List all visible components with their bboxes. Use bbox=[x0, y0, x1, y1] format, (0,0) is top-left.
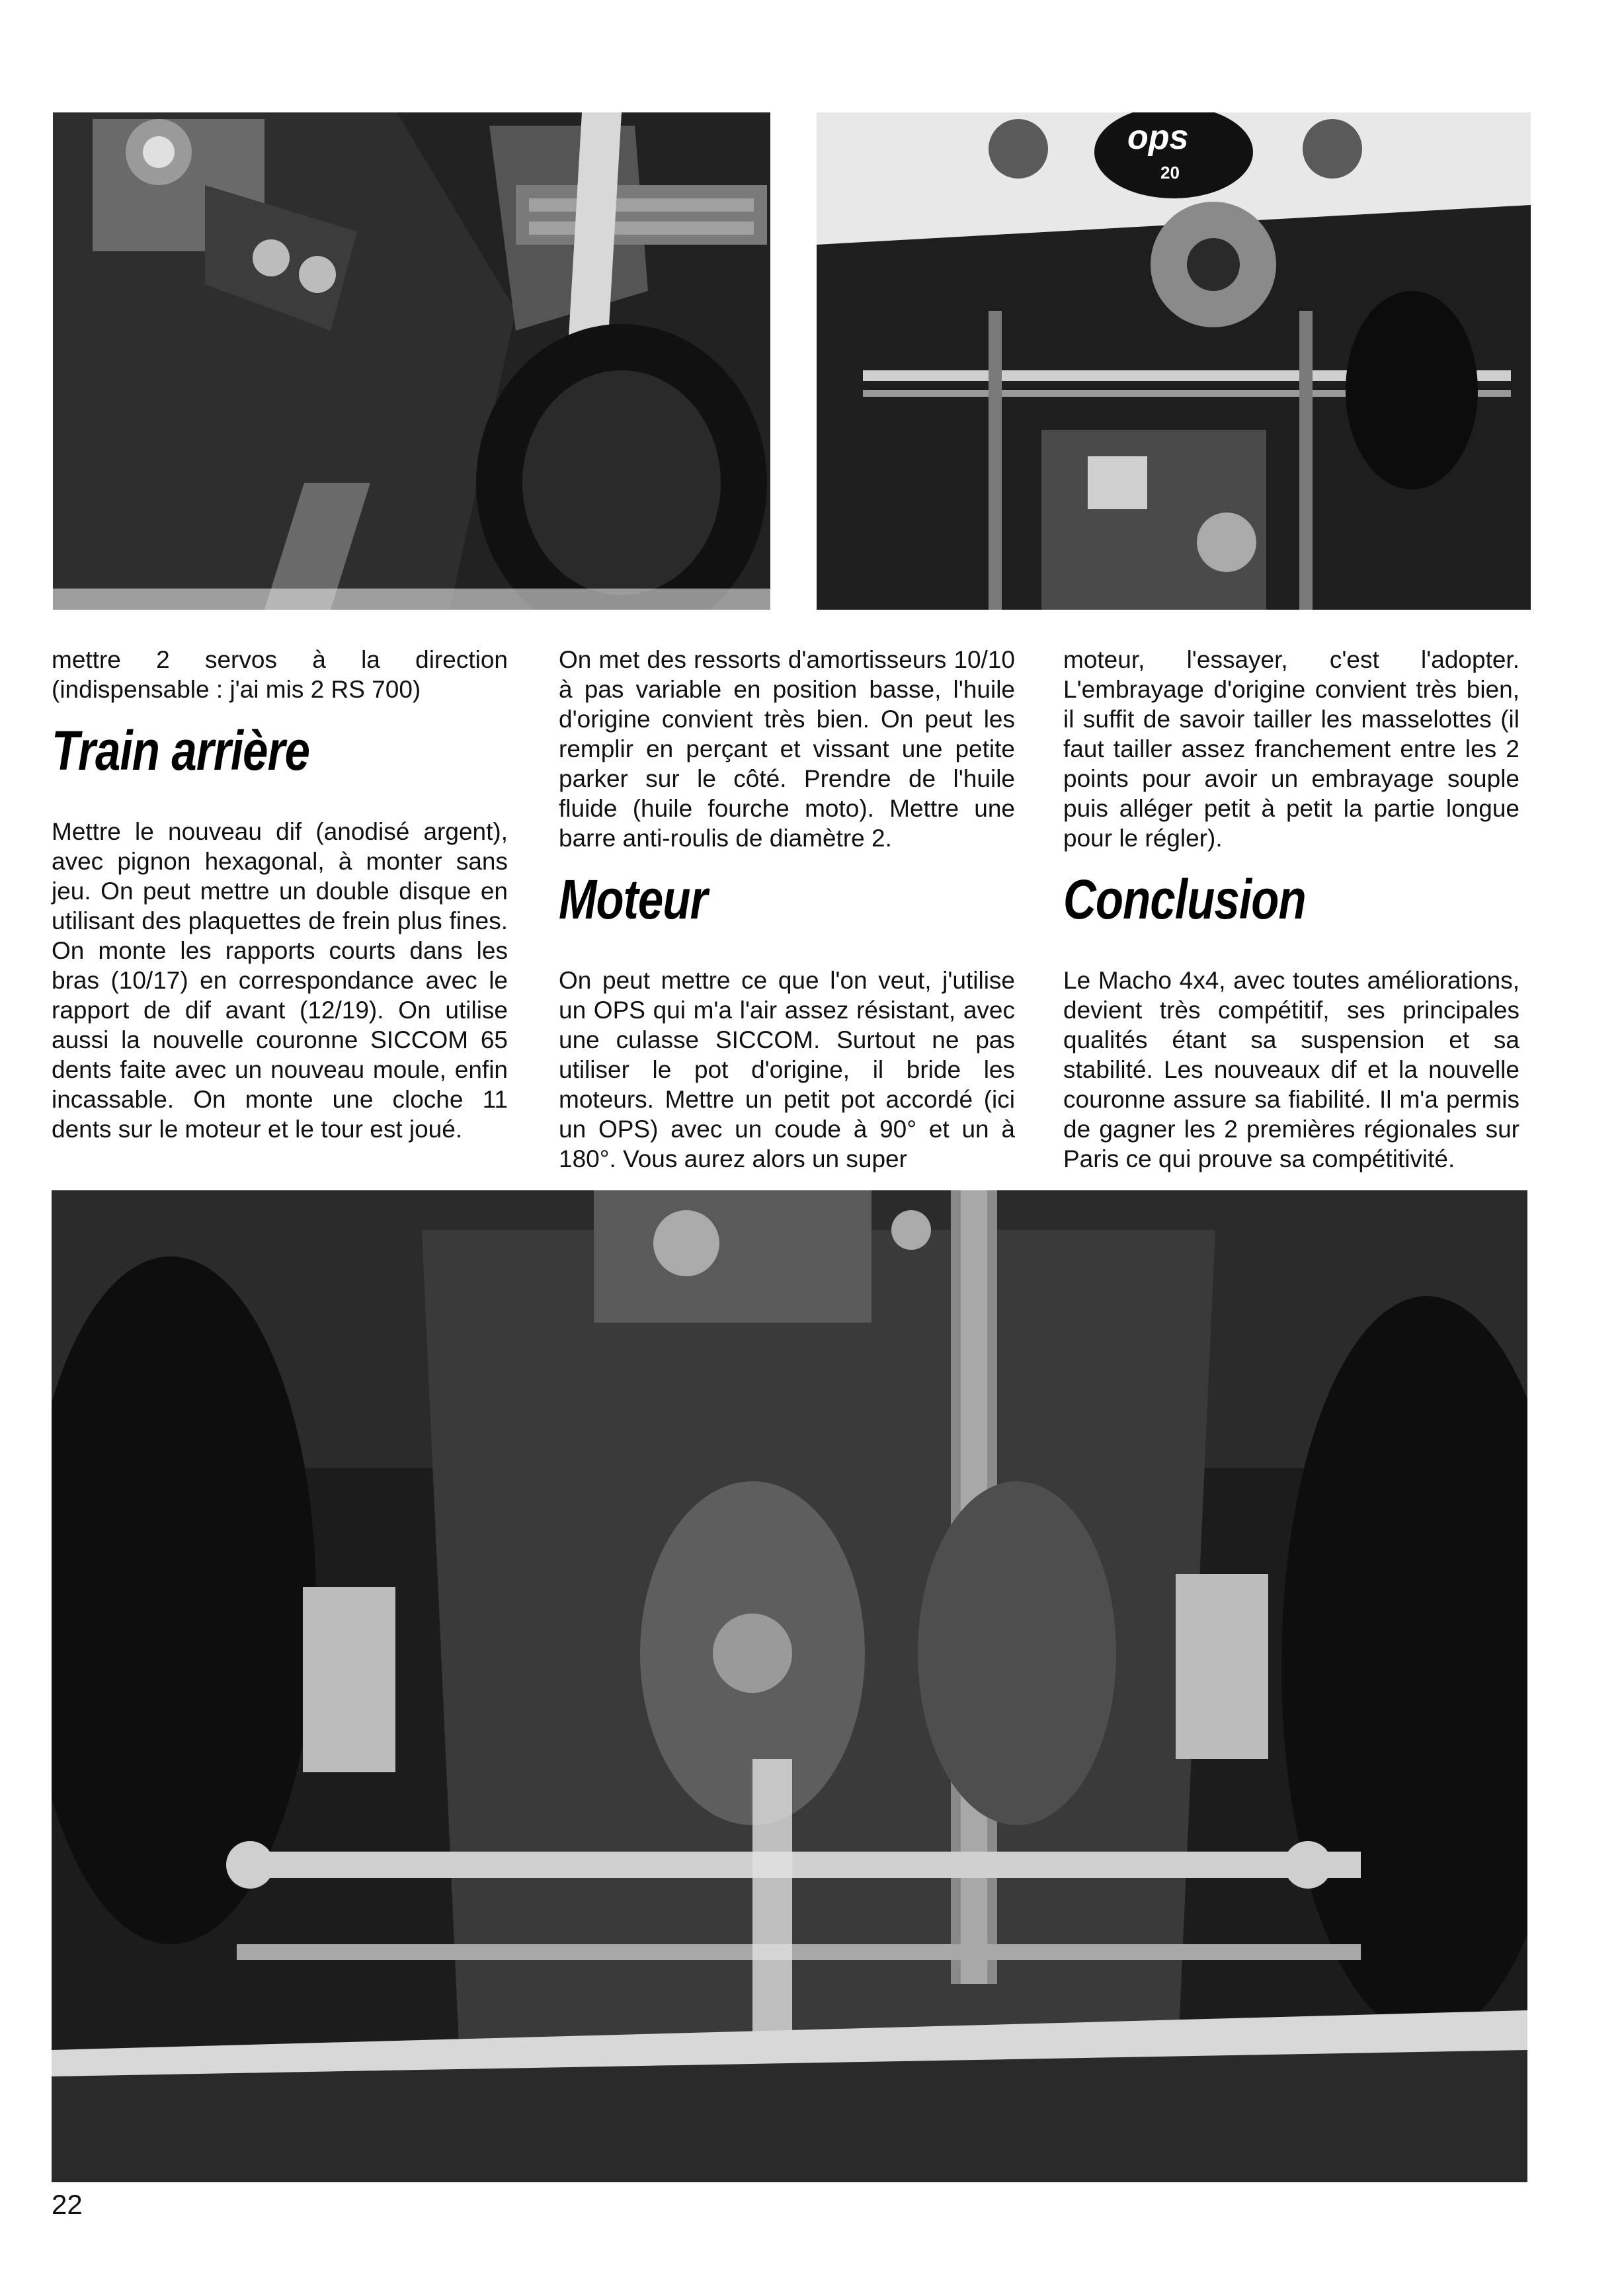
column-2-intro: On met des ressorts d'amortisseurs 10/10 à pas variable en position basse, l'huile d'origine convient très bien. On peut les remplir en perçant et vissant une petite parker sur le côté. Prendre de l'huile fluide (huile fourche moto). Mettre une barre anti-roulis de diamètre 2. bbox=[559, 646, 1015, 852]
ops-logo-subtext: 20 bbox=[1160, 163, 1180, 183]
column-3-body: Le Macho 4x4, avec toutes améliorations, devient très compétitif, ses principales qualités étant sa suspension et sa stabilité. Les nouveaux dif et la nouvelle couronne assure sa fiabilité. Il m'a permis de gagner les 2 premières régionales sur Paris ce qui prouve sa compétitivité. bbox=[1063, 967, 1519, 1172]
photo-rear-suspension-chain bbox=[52, 1190, 1527, 2182]
text-column-2 bbox=[559, 645, 1015, 1174]
column-1-body: Mettre le nouveau dif (anodisé argent), avec pignon hexagonal, à monter sans jeu. On peut mettre un double disque en utilisant des plaquettes de frein plus fines. On monte les rapports courts dans les bras (10/17) en correspondance avec le rapport de dif avant (12/19). On utilise aussi la nouvelle couronne SICCOM 65 dents faite avec un nouveau moule, enfin incassable. On monte une cloche 11 dents sur le moteur et le tour est joué. bbox=[52, 818, 508, 1143]
rear-suspension-chain-photo-icon bbox=[52, 1190, 1527, 2182]
heading-train-arriere: Train arrière bbox=[52, 719, 310, 782]
heading-moteur: Moteur bbox=[559, 868, 708, 930]
text-column-1 bbox=[52, 645, 508, 1144]
column-1-intro: mettre 2 servos à la direction (indispensable : j'ai mis 2 RS 700) bbox=[52, 646, 508, 703]
column-2-body: On peut mettre ce que l'on veut, j'utilise un OPS qui m'a l'air assez résistant, avec une culasse SICCOM. Surtout ne pas utiliser le pot d'origine, il bride les moteurs. Mettre un petit pot accordé (ici un OPS) avec un coude à 90° et un à 180°. Vous aurez alors un super bbox=[559, 967, 1015, 1172]
ops-logo-text: ops bbox=[1127, 118, 1189, 157]
text-column-3 bbox=[1063, 645, 1519, 1174]
column-3-intro: moteur, l'essayer, c'est l'adopter. L'embrayage d'origine convient très bien, il suffit de savoir tailler les masselottes (il faut tailler assez franchement entre les 2 points pour avoir un embrayage souple puis alléger petit à petit la partie longue pour le régler). bbox=[1063, 646, 1519, 852]
photo-chassis-ops-engine bbox=[817, 112, 1531, 610]
photo-engine-chain bbox=[53, 112, 770, 610]
engine-chain-photo-icon bbox=[53, 112, 770, 610]
chassis-ops-engine-photo-icon bbox=[817, 112, 1531, 610]
page-number: 22 bbox=[52, 2189, 83, 2220]
heading-conclusion: Conclusion bbox=[1063, 868, 1306, 930]
